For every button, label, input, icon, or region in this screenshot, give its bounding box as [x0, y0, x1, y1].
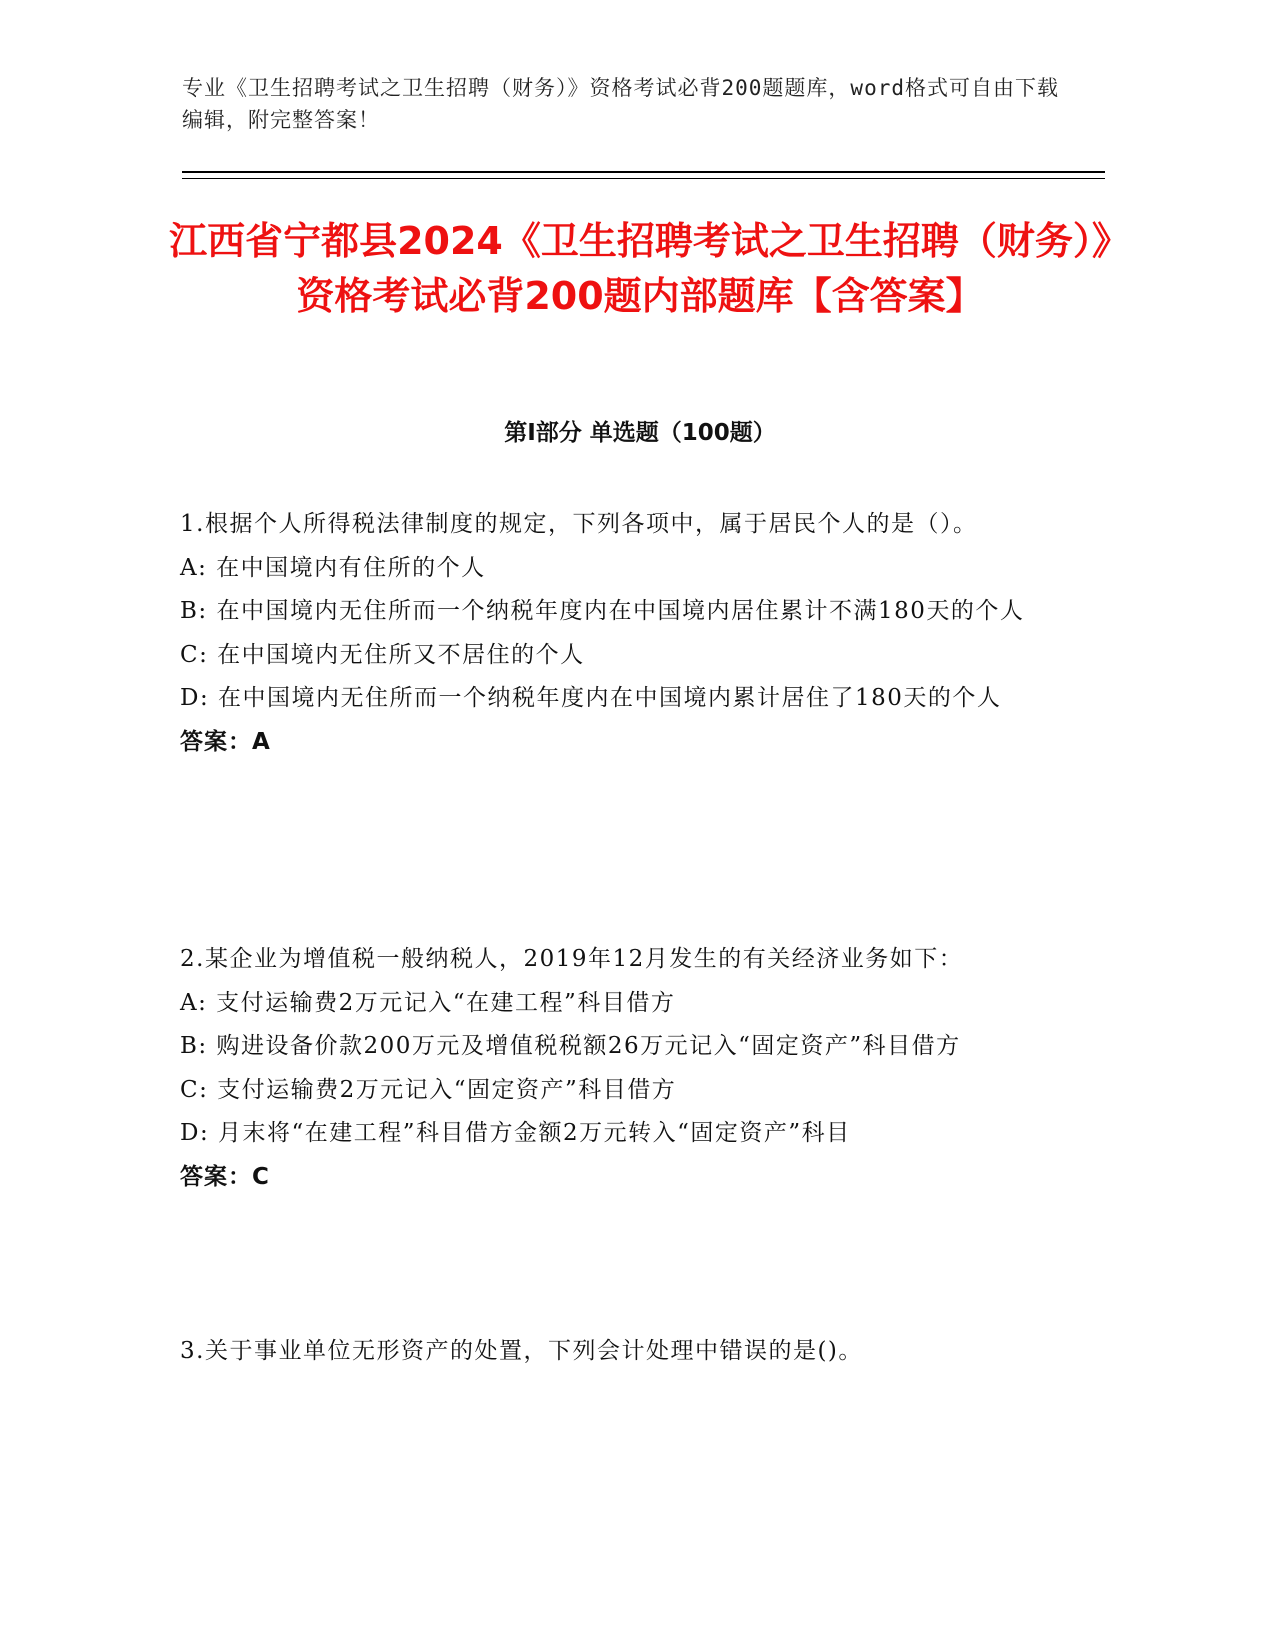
header-divider-thin [182, 178, 1105, 179]
answer: 答案：C [180, 1163, 270, 1190]
option-b: B: 在中国境内无住所而一个纳税年度内在中国境内居住累计不满180天的个人 [180, 598, 1025, 624]
option-d: D: 月末将“在建工程”科目借方金额2万元转入“固定资产”科目 [180, 1120, 851, 1146]
option-b: B: 购进设备价款200万元及增值税税额26万元记入“固定资产”科目借方 [180, 1033, 961, 1059]
section-heading: 第Ⅰ部分 单选题（100题） [504, 420, 776, 446]
header-divider-thick [182, 171, 1105, 173]
answer: 答案：A [180, 728, 271, 755]
option-a: A: 支付运输费2万元记入“在建工程”科目借方 [180, 989, 676, 1016]
option-a: A: 在中国境内有住所的个人 [180, 554, 486, 581]
option-c: C: 支付运输费2万元记入“固定资产”科目借方 [180, 1076, 677, 1103]
option-c: C: 在中国境内无住所又不居住的个人 [180, 641, 585, 668]
option-d: D: 在中国境内无住所而一个纳税年度内在中国境内累计居住了180天的个人 [180, 685, 1002, 711]
question-stem: 1.根据个人所得税法律制度的规定，下列各项中，属于居民个人的是（）。 [180, 511, 978, 537]
question-2 [180, 938, 1040, 1199]
document-title: 江西省宁都县2024《卫生招聘考试之卫生招聘（财务）》资格考试必背200题内部题库【含答案】 [169, 219, 1111, 318]
question-stem: 3.关于事业单位无形资产的处置，下列会计处理中错误的是()。 [180, 1338, 863, 1364]
question-stem: 2.某企业为增值税一般纳税人，2019年12月发生的有关经济业务如下： [180, 946, 964, 972]
question-3 [180, 1330, 1040, 1374]
question-1 [180, 503, 1040, 764]
header-note: 专业《卫生招聘考试之卫生招聘（财务）》资格考试必背200题题库，word格式可自由下载编辑，附完整答案！ [182, 76, 1059, 132]
